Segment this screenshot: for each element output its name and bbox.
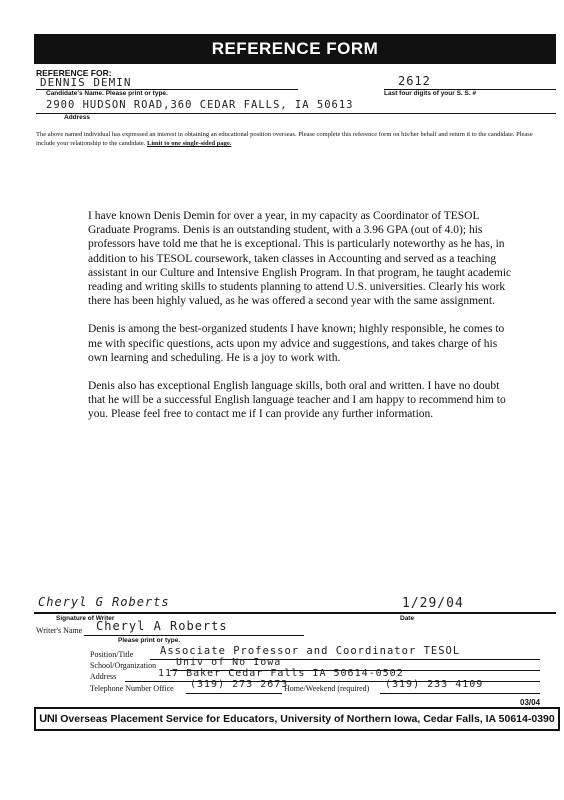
- ssn-label: Last four digits of your S. S. #: [384, 90, 477, 97]
- footer-text: Overseas Placement Service for Educators, University of Northern Iowa, Cedar Falls, IA 50614-0390: [57, 713, 555, 725]
- signature-value: Cheryl G Roberts: [38, 595, 170, 609]
- phone-home-line: [380, 693, 540, 694]
- address2-value: 117 Baker Cedar Falls IA 50614-0502: [158, 668, 404, 679]
- address2-label: Address: [90, 672, 117, 681]
- phone-office-line: [186, 693, 282, 694]
- phone-office-label: Telephone Number Office: [90, 684, 174, 693]
- instructions-text: [36, 130, 541, 148]
- instructions-limit: Limit to one single-sided page.: [147, 140, 232, 147]
- writers-name-value: Cheryl A Roberts: [96, 619, 228, 633]
- phone-home-label: Home/Weekend (required): [284, 684, 370, 693]
- footer-uni: UNI: [39, 713, 58, 725]
- phone-office-value: (319) 273 2673: [190, 679, 289, 690]
- letter-body: [88, 209, 518, 436]
- form-title: REFERENCE FORM: [34, 34, 556, 64]
- letter-paragraph-1: I have known Denis Demin for over a year, in my capacity as Coordinator of TESOL Graduate Programs. Denis is an outstanding student, with a 3.96 GPA (out of 4.0); his professors have told me that he is exceptional. This is particularly noteworthy as he has, in addition to his TESOL coursework, taken classes in Accounting and served as a teaching assistant in our Culture and Intensive English Program. In that program, he taught academic reading and writing skills to students planning to attend U.S. universities. Clearly his work there has been highly valued, as he was offered a second year with the same assignment.: [88, 210, 512, 308]
- form-code: 03/04: [520, 698, 541, 707]
- position-value: Associate Professor and Coordinator TESOL: [160, 645, 461, 657]
- candidate-name-value: DENNIS DEMIN: [40, 76, 132, 89]
- date-label: Date: [400, 615, 415, 622]
- signature-label: Signature of Writer: [56, 615, 115, 622]
- letter-paragraph-2: Denis is among the best-organized students I have known; highly responsible, he comes to me with specific questions, acts upon my advice and suggestions, and takes charge of his own learning and scheduling. He is a joy to work with.: [88, 323, 505, 364]
- address-label: Address: [64, 114, 91, 121]
- candidate-address-value: 2900 HUDSON ROAD,360 CEDAR FALLS, IA 50613: [46, 99, 354, 111]
- reference-for-label: REFERENCE FOR:: [36, 68, 112, 78]
- footer-bar: [34, 707, 560, 731]
- candidate-address-line: [36, 113, 556, 114]
- school-label: School/Organization: [90, 661, 157, 670]
- phone-home-value: (319) 233 4109: [385, 679, 484, 690]
- writers-name-line: [84, 635, 304, 636]
- letter-paragraph-3: Denis also has exceptional English language skills, both oral and written. I have no doubt that he will be a successful English language teacher and I am happy to recommend him to you. Please feel free to contact me if I can provide any further information.: [88, 380, 506, 421]
- ssn-value: 2612: [398, 74, 431, 88]
- date-value: 1/29/04: [402, 596, 464, 611]
- print-label: Please print or type.: [118, 637, 181, 644]
- signature-divider: [34, 612, 556, 614]
- candidate-name-label: Candidate's Name. Please print or type.: [46, 90, 168, 97]
- school-value: Univ of No Iowa: [176, 657, 282, 668]
- writers-name-label: Writer's Name: [36, 626, 83, 635]
- instructions-body: The above named individual has expressed an interest in obtaining an educational position overseas. Please complete this reference form on his/her behalf and return it to the candidate. Please include your relationship to the candidate.: [36, 131, 533, 147]
- position-label: Position/Title: [90, 650, 134, 659]
